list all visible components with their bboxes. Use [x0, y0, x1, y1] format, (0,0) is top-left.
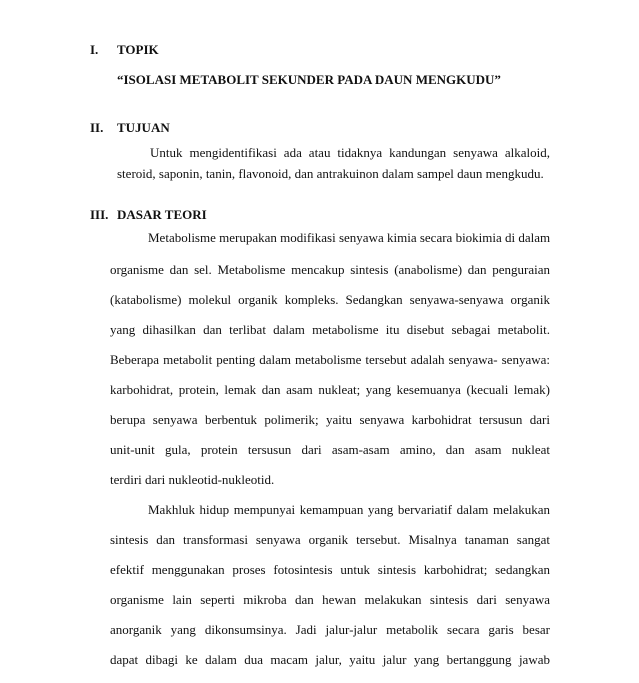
paragraph-1-line: (katabolisme) molekul organik kompleks. Sedangkan senyawa-senyawa organik [110, 292, 550, 307]
paragraph-1-line: berupa senyawa berbentuk polimerik; yaitu senyawa karbohidrat tersusun dari [110, 412, 550, 427]
paragraph-2-line: dapat dibagi ke dalam dua macam jalur, yaitu jalur yang bertanggung jawab [110, 652, 550, 667]
section-1-number: I. [90, 42, 99, 57]
section-3-number: III. [90, 207, 109, 222]
paragraph-1-line: Metabolisme merupakan modifikasi senyawa kimia secara biokimia di dalam [148, 230, 551, 245]
paragraph-1-line: karbohidrat, protein, lemak dan asam nukleat; yang kesemuanya (kecuali lemak) [110, 382, 550, 397]
section-2-number: II. [90, 120, 104, 135]
paragraph-1-line: terdiri dari nukleotid-nukleotid. [110, 472, 275, 487]
section-1-heading: TOPIK [117, 42, 159, 57]
paragraph-2-line: efektif menggunakan proses fotosintesis untuk sintesis karbohidrat; sedangkan [110, 562, 550, 577]
topic-title: “ISOLASI METABOLIT SEKUNDER PADA DAUN MENGKUDU” [117, 72, 501, 87]
paragraph-2-line: organisme lain seperti mikroba dan hewan melakukan sintesis dari senyawa [110, 592, 550, 607]
paragraph-1-line: Beberapa metabolit penting dalam metabolisme tersebut adalah senyawa- senyawa: [110, 352, 550, 367]
purpose-line: steroid, saponin, tanin, flavonoid, dan antrakuinon dalam sampel daun mengkudu. [117, 166, 544, 181]
paragraph-1-line: organisme dan sel. Metabolisme mencakup sintesis (anabolisme) dan penguraian [110, 262, 550, 277]
section-3-heading: DASAR TEORI [117, 207, 207, 222]
paragraph-2-line: sintesis dan transformasi senyawa organik tersebut. Misalnya tanaman sangat [110, 532, 550, 547]
paragraph-1-line: yang dihasilkan dan terlibat dalam metabolisme itu disebut sebagai metabolit. [110, 322, 550, 337]
purpose-line: Untuk mengidentifikasi ada atau tidaknya kandungan senyawa alkaloid, [150, 145, 550, 160]
paragraph-1-line: unit-unit gula, protein tersusun dari asam-asam amino, dan asam nukleat [110, 442, 550, 457]
section-2-heading: TUJUAN [117, 120, 170, 135]
paragraph-2-line: anorganik yang dikonsumsinya. Jadi jalur-jalur metabolik secara garis besar [110, 622, 550, 637]
paragraph-2-line: Makhluk hidup mempunyai kemampuan yang bervariatif dalam melakukan [148, 502, 550, 517]
